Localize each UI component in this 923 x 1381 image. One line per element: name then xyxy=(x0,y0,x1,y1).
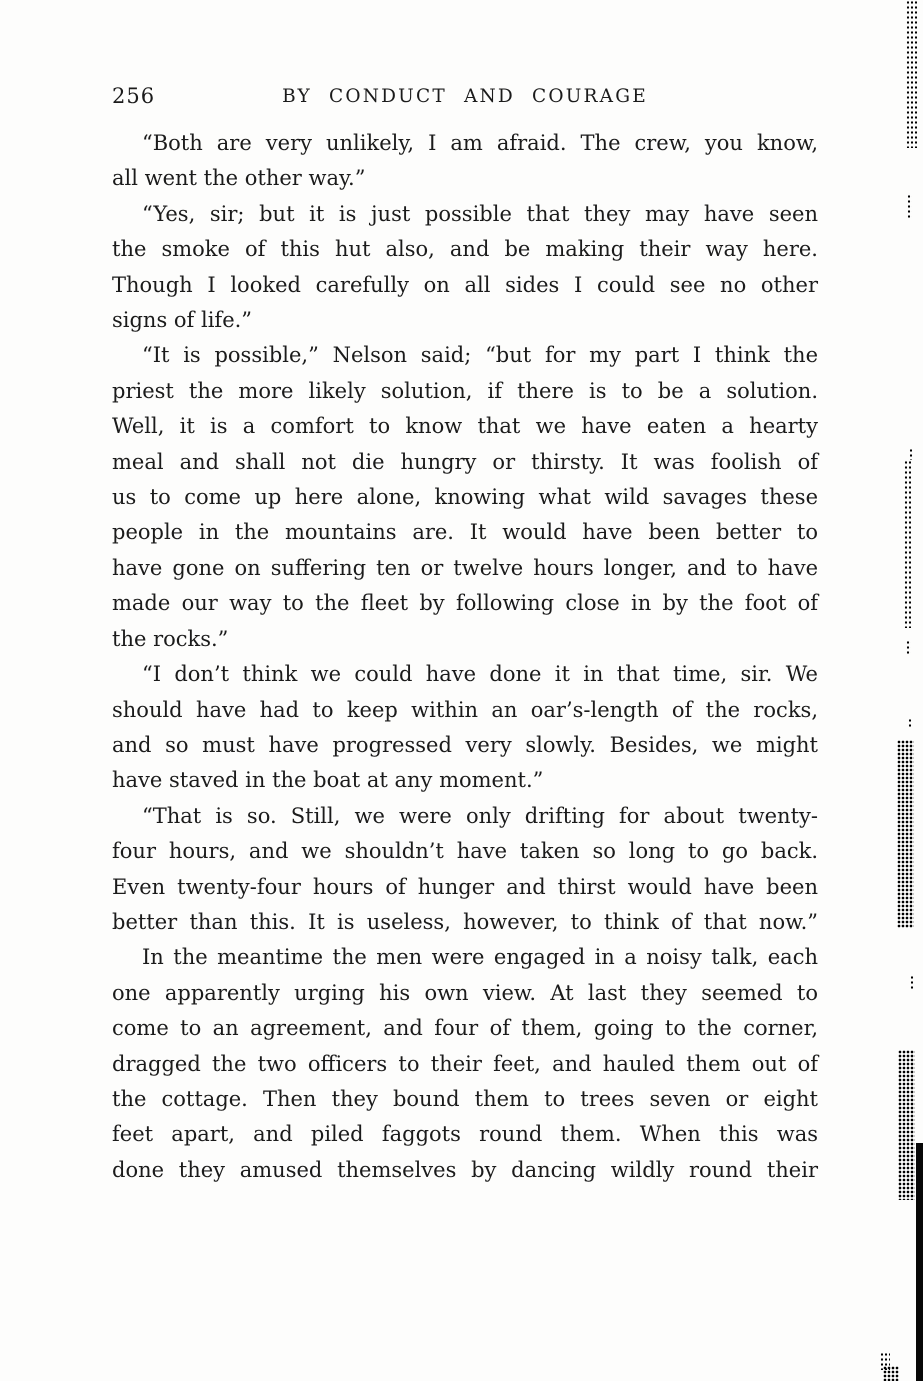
text-line: the cottage. Then they bound them to trees seven or eight xyxy=(112,1086,818,1111)
text-line: dragged the two officers to their feet, and hauled them out of xyxy=(112,1051,818,1076)
text-line: meal and shall not die hungry or thirsty. It was foolish of xyxy=(112,449,818,474)
scan-artifact xyxy=(907,194,912,218)
scan-artifact xyxy=(908,718,912,728)
text-line: feet apart, and piled faggots round them. When this was xyxy=(112,1122,818,1147)
text-line: people in the mountains are. It would have been better to xyxy=(112,520,818,545)
paragraph xyxy=(112,197,818,339)
scan-artifact xyxy=(898,1050,915,1200)
text-line: us to come up here alone, knowing what wild savages these xyxy=(112,485,818,510)
text-line: better than this. It is useless, however, to think of that now.” xyxy=(112,909,818,934)
text-line: have gone on suffering ten or twelve hours longer, and to have xyxy=(112,555,818,580)
paragraph xyxy=(112,657,818,799)
scan-artifact xyxy=(909,448,913,460)
running-title: BY CONDUCT AND COURAGE xyxy=(282,86,648,107)
text-line: Even twenty-four hours of hunger and thirst would have been xyxy=(112,874,818,899)
text-line: done they amused themselves by dancing wildly round their xyxy=(112,1157,818,1182)
text-line: In the meantime the men were engaged in a noisy talk, each xyxy=(142,945,818,970)
text-line: signs of life.” xyxy=(112,308,253,333)
text-line: “Yes, sir; but it is just possible that they may have seen xyxy=(142,201,818,226)
text-line: all went the other way.” xyxy=(112,166,366,191)
text-line: made our way to the fleet by following close in by the foot of xyxy=(112,591,818,616)
scan-artifact xyxy=(916,1143,923,1381)
scan-artifact xyxy=(906,640,911,654)
page-header xyxy=(112,84,818,112)
paragraph xyxy=(112,338,818,657)
text-line: come to an agreement, and four of them, going to the corner, xyxy=(112,1016,818,1041)
text-line: should have had to keep within an oar’s-length of the rocks, xyxy=(112,697,818,722)
paragraph xyxy=(112,126,818,197)
paragraph xyxy=(112,940,818,1188)
text-line: one apparently urging his own view. At last they seemed to xyxy=(112,980,818,1005)
text-line: the smoke of this hut also, and be making their way here. xyxy=(112,237,818,262)
scan-artifact xyxy=(906,0,917,148)
paragraph xyxy=(112,799,818,941)
text-line: priest the more likely solution, if there is to be a solution. xyxy=(112,378,818,403)
scan-artifact xyxy=(880,1352,890,1370)
scan-artifact xyxy=(883,1366,899,1381)
text-line: “That is so. Still, we were only drifting for about twenty- xyxy=(142,803,818,828)
text-line: four hours, and we shouldn’t have taken so long to go back. xyxy=(112,839,818,864)
text-line: have staved in the boat at any moment.” xyxy=(112,768,544,793)
text-block xyxy=(112,126,818,1188)
text-line: and so must have progressed very slowly. Besides, we might xyxy=(112,732,818,757)
text-line: “I don’t think we could have done it in that time, sir. We xyxy=(142,662,818,687)
text-line: “Both are very unlikely, I am afraid. The crew, you know, xyxy=(142,131,818,155)
page-number: 256 xyxy=(112,84,156,108)
scan-artifact xyxy=(904,460,911,628)
text-line: Though I looked carefully on all sides I could see no other xyxy=(112,272,818,297)
scan-artifact xyxy=(897,740,914,928)
scan-artifact xyxy=(910,975,914,989)
text-line: the rocks.” xyxy=(112,626,229,651)
text-line: “It is possible,” Nelson said; “but for my part I think the xyxy=(142,343,818,368)
text-line: Well, it is a comfort to know that we have eaten a hearty xyxy=(112,414,818,439)
